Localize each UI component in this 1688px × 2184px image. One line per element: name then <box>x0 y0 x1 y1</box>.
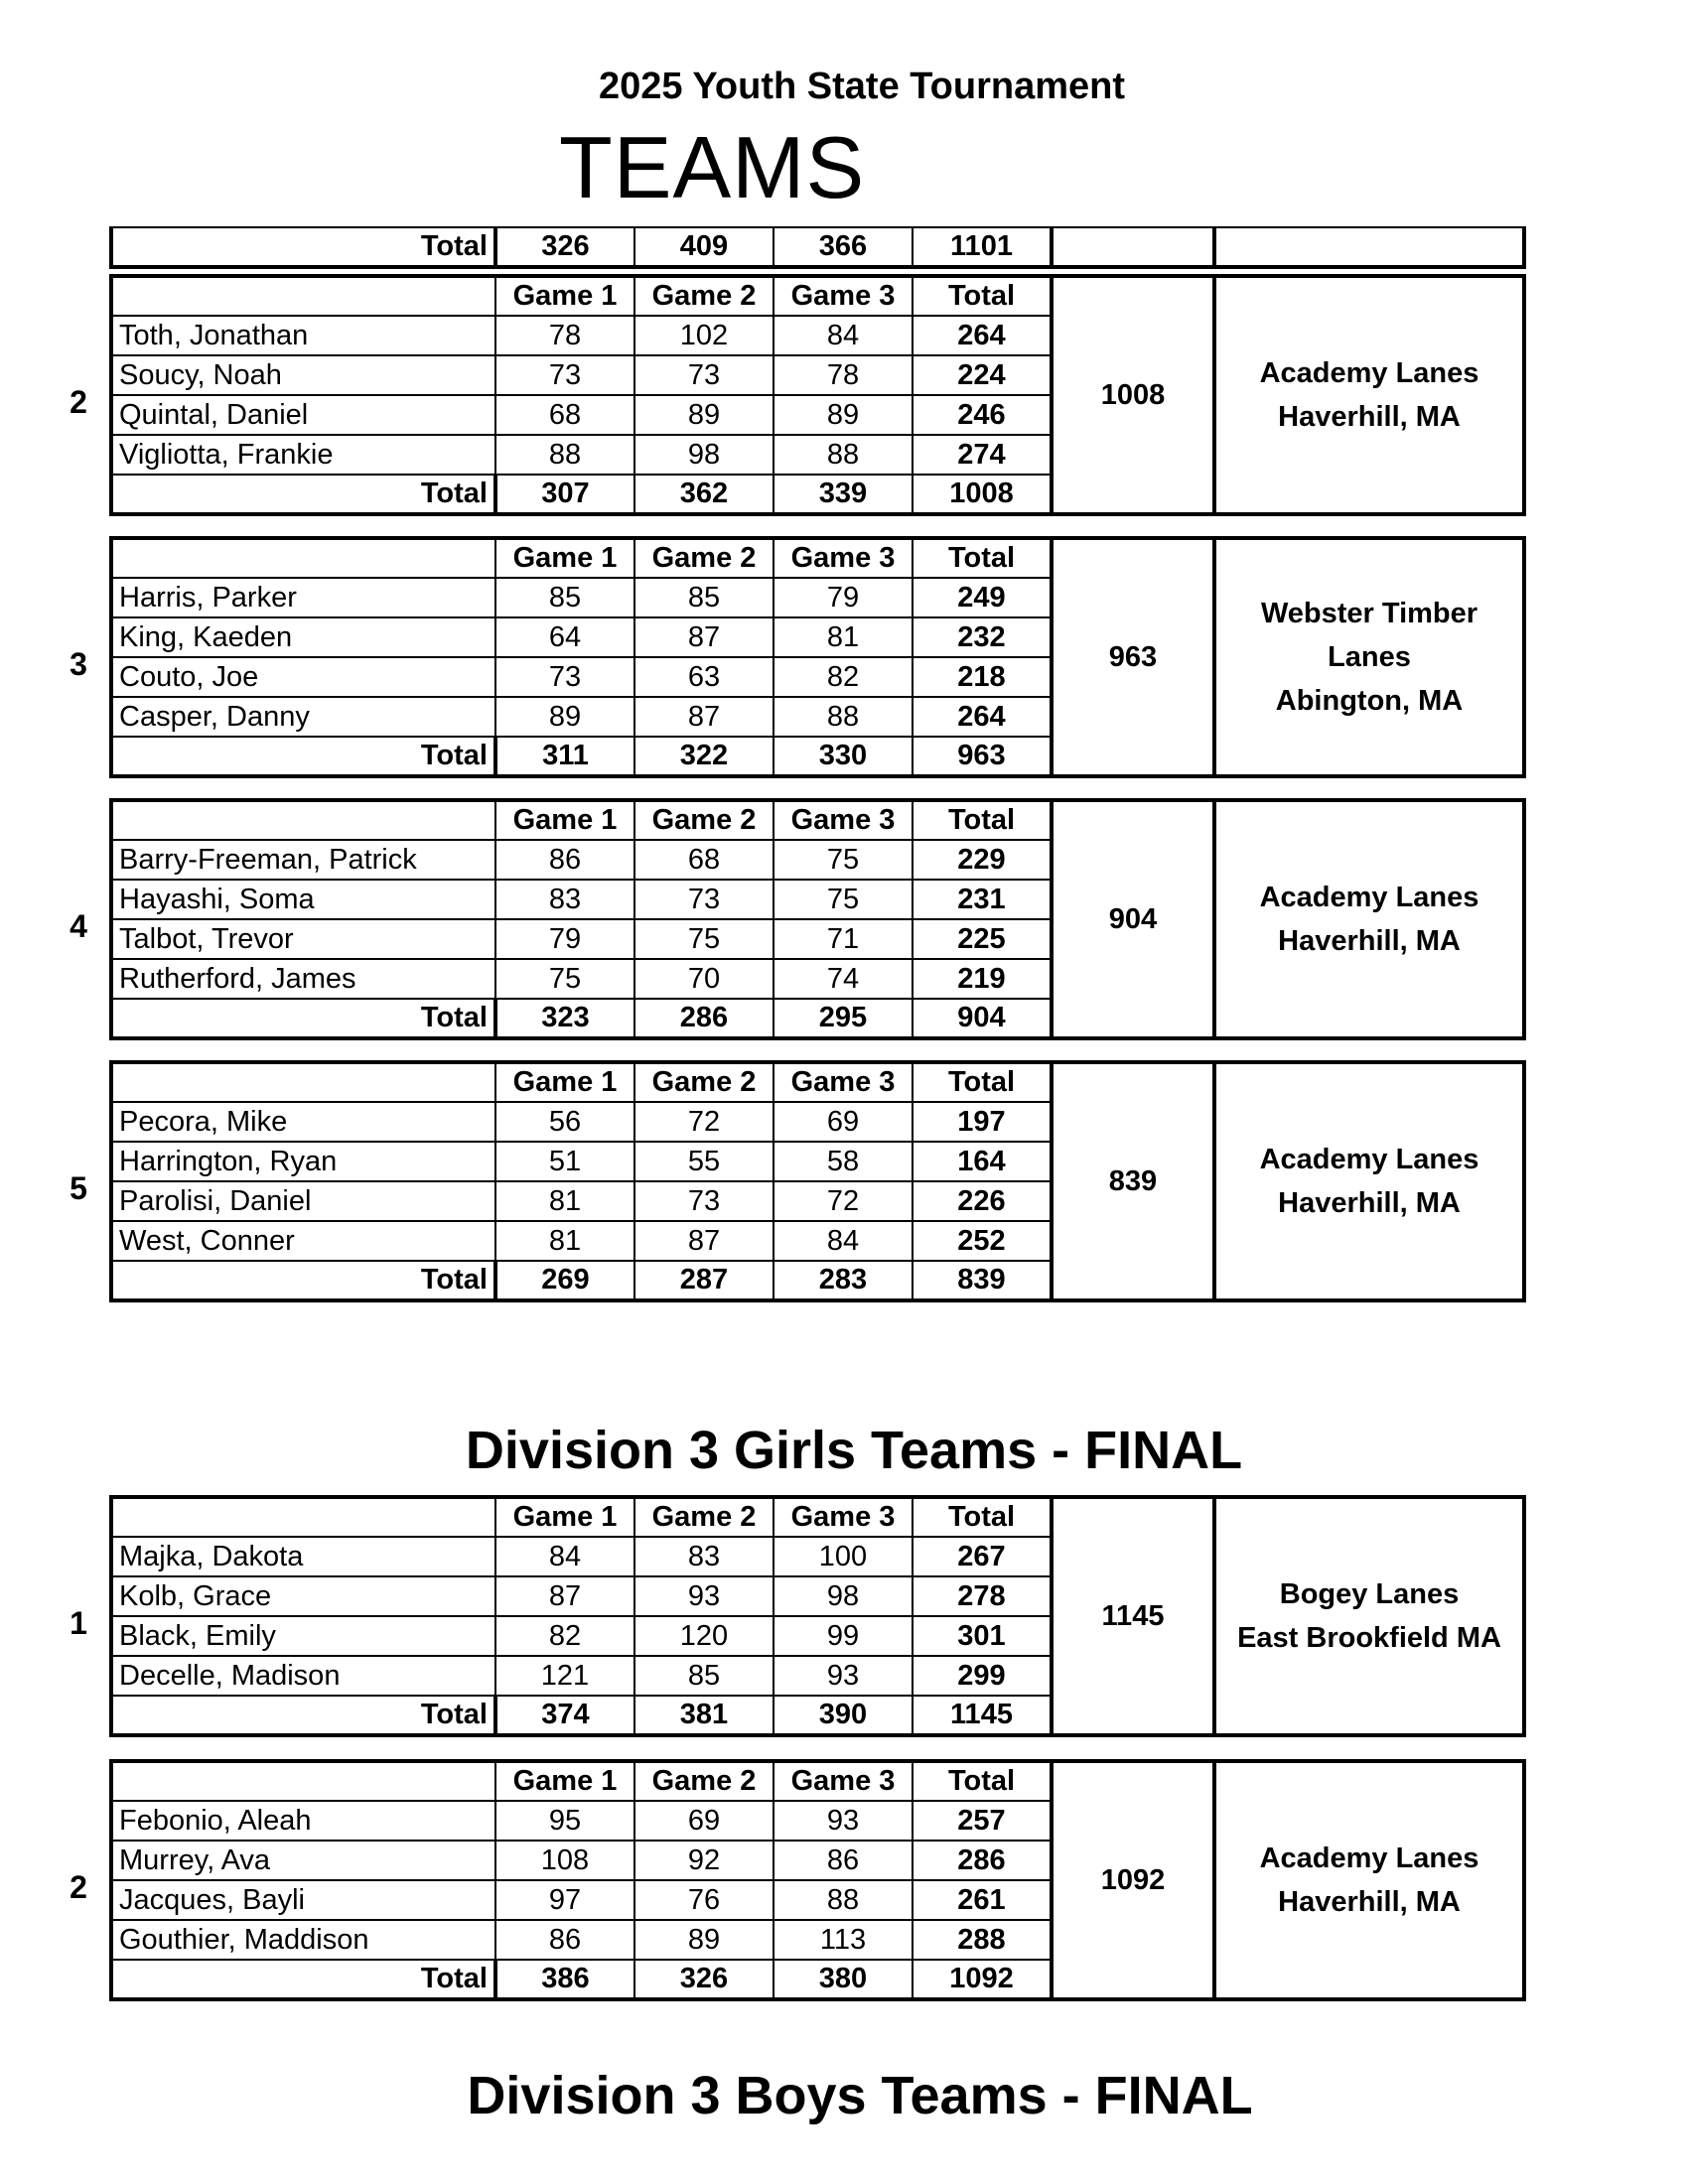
game-3-score: 88 <box>774 435 913 475</box>
player-total: 261 <box>913 1880 1052 1920</box>
header-row <box>111 1761 1524 1801</box>
column-header: Game 2 <box>634 276 774 316</box>
location-line: Academy Lanes <box>1259 882 1479 913</box>
game-3-score: 88 <box>774 1880 913 1920</box>
team-score-table <box>109 1759 1526 2001</box>
game-1-score: 64 <box>495 617 634 657</box>
player-total: 246 <box>913 395 1052 435</box>
total-label: Total <box>111 227 495 267</box>
location-line: East Brookfield MA <box>1237 1622 1501 1654</box>
total-value: 311 <box>495 737 634 776</box>
team-location <box>1214 1497 1524 1735</box>
location-line: Haverhill, MA <box>1278 401 1461 433</box>
game-2-score: 69 <box>634 1801 774 1841</box>
team-location <box>1214 1062 1524 1300</box>
team-score-table <box>109 798 1526 1040</box>
player-total: 225 <box>913 919 1052 959</box>
document-title: 2025 Youth State Tournament <box>599 66 1125 107</box>
player-name: West, Conner <box>111 1221 495 1261</box>
player-total: 226 <box>913 1181 1052 1221</box>
game-2-score: 93 <box>634 1576 774 1616</box>
game-3-score: 71 <box>774 919 913 959</box>
location-line: Haverhill, MA <box>1278 925 1461 957</box>
column-header: Game 1 <box>495 276 634 316</box>
team-location <box>1214 1761 1524 1999</box>
game-2-score: 55 <box>634 1142 774 1181</box>
total-value: 1101 <box>913 227 1052 267</box>
game-2-score: 72 <box>634 1102 774 1142</box>
total-label: Total <box>111 475 495 514</box>
header-row <box>111 276 1524 316</box>
game-1-score: 51 <box>495 1142 634 1181</box>
team-location <box>1214 276 1524 514</box>
game-2-score: 85 <box>634 578 774 617</box>
carryover-total-table <box>109 226 1526 269</box>
player-total: 278 <box>913 1576 1052 1616</box>
team-total-score: 904 <box>1052 800 1214 1038</box>
game-1-score: 79 <box>495 919 634 959</box>
document-subtitle: TEAMS <box>559 118 866 216</box>
game-2-score: 89 <box>634 1920 774 1960</box>
player-name: Black, Emily <box>111 1616 495 1656</box>
total-value: 839 <box>913 1261 1052 1300</box>
player-name: Jacques, Bayli <box>111 1880 495 1920</box>
game-1-score: 82 <box>495 1616 634 1656</box>
game-3-score: 69 <box>774 1102 913 1142</box>
game-3-score: 72 <box>774 1181 913 1221</box>
game-3-score: 78 <box>774 355 913 395</box>
total-value: 287 <box>634 1261 774 1300</box>
game-3-score: 99 <box>774 1616 913 1656</box>
game-3-score: 82 <box>774 657 913 697</box>
total-value: 1145 <box>913 1696 1052 1735</box>
player-name: Couto, Joe <box>111 657 495 697</box>
game-1-score: 83 <box>495 880 634 919</box>
total-value: 963 <box>913 737 1052 776</box>
team-score-table <box>109 1060 1526 1302</box>
game-1-score: 68 <box>495 395 634 435</box>
player-total: 218 <box>913 657 1052 697</box>
location-line: Lanes <box>1328 641 1411 673</box>
header-blank <box>111 800 495 840</box>
game-3-score: 75 <box>774 880 913 919</box>
game-2-score: 92 <box>634 1841 774 1880</box>
column-header: Total <box>913 276 1052 316</box>
total-label: Total <box>111 1261 495 1300</box>
total-value: 366 <box>774 227 913 267</box>
game-1-score: 73 <box>495 355 634 395</box>
player-total: 301 <box>913 1616 1052 1656</box>
location-line: Webster Timber <box>1260 598 1478 629</box>
game-2-score: 73 <box>634 1181 774 1221</box>
player-name: Barry-Freeman, Patrick <box>111 840 495 880</box>
column-header: Game 1 <box>495 1761 634 1801</box>
player-total: 197 <box>913 1102 1052 1142</box>
game-2-score: 75 <box>634 919 774 959</box>
player-name: Harris, Parker <box>111 578 495 617</box>
game-3-score: 86 <box>774 1841 913 1880</box>
game-1-score: 85 <box>495 578 634 617</box>
table-row <box>111 227 1524 267</box>
team-total-score: 963 <box>1052 538 1214 776</box>
column-header: Total <box>913 800 1052 840</box>
location-line: Academy Lanes <box>1259 357 1479 389</box>
player-total: 264 <box>913 697 1052 737</box>
total-label: Total <box>111 1696 495 1735</box>
column-header: Game 2 <box>634 1062 774 1102</box>
column-header: Total <box>913 1062 1052 1102</box>
header-row <box>111 538 1524 578</box>
column-header: Game 3 <box>774 1761 913 1801</box>
player-total: 274 <box>913 435 1052 475</box>
player-total: 229 <box>913 840 1052 880</box>
game-3-score: 93 <box>774 1801 913 1841</box>
game-2-score: 73 <box>634 880 774 919</box>
game-2-score: 120 <box>634 1616 774 1656</box>
total-value: 269 <box>495 1261 634 1300</box>
column-header: Total <box>913 1497 1052 1537</box>
game-2-score: 85 <box>634 1656 774 1696</box>
team-total-score: 839 <box>1052 1062 1214 1300</box>
player-name: Soucy, Noah <box>111 355 495 395</box>
player-total: 219 <box>913 959 1052 999</box>
total-value: 295 <box>774 999 913 1038</box>
game-1-score: 97 <box>495 1880 634 1920</box>
game-2-score: 87 <box>634 1221 774 1261</box>
team-score-table <box>109 536 1526 778</box>
game-1-score: 81 <box>495 1221 634 1261</box>
team-score-table <box>109 274 1526 516</box>
location-line: Haverhill, MA <box>1278 1886 1461 1918</box>
player-name: Toth, Jonathan <box>111 316 495 355</box>
game-3-score: 89 <box>774 395 913 435</box>
player-total: 267 <box>913 1537 1052 1576</box>
total-value: 390 <box>774 1696 913 1735</box>
player-name: Hayashi, Soma <box>111 880 495 919</box>
game-3-score: 58 <box>774 1142 913 1181</box>
column-header: Game 2 <box>634 1497 774 1537</box>
game-2-score: 68 <box>634 840 774 880</box>
total-value: 380 <box>774 1960 913 1999</box>
player-name: Parolisi, Daniel <box>111 1181 495 1221</box>
total-value: 326 <box>634 1960 774 1999</box>
team-rank: 3 <box>70 645 87 682</box>
player-name: Gouthier, Maddison <box>111 1920 495 1960</box>
header-row <box>111 800 1524 840</box>
game-1-score: 56 <box>495 1102 634 1142</box>
game-3-score: 93 <box>774 1656 913 1696</box>
player-total: 264 <box>913 316 1052 355</box>
column-header: Total <box>913 538 1052 578</box>
game-3-score: 75 <box>774 840 913 880</box>
header-blank <box>111 1062 495 1102</box>
player-name: Murrey, Ava <box>111 1841 495 1880</box>
game-1-score: 121 <box>495 1656 634 1696</box>
game-1-score: 87 <box>495 1576 634 1616</box>
game-3-score: 84 <box>774 1221 913 1261</box>
player-name: Pecora, Mike <box>111 1102 495 1142</box>
total-label: Total <box>111 1960 495 1999</box>
player-total: 252 <box>913 1221 1052 1261</box>
column-header: Game 1 <box>495 1497 634 1537</box>
player-name: Quintal, Daniel <box>111 395 495 435</box>
column-header: Game 3 <box>774 538 913 578</box>
game-2-score: 87 <box>634 697 774 737</box>
game-3-score: 74 <box>774 959 913 999</box>
game-3-score: 81 <box>774 617 913 657</box>
player-total: 164 <box>913 1142 1052 1181</box>
game-1-score: 78 <box>495 316 634 355</box>
column-header: Total <box>913 1761 1052 1801</box>
player-total: 257 <box>913 1801 1052 1841</box>
column-header: Game 3 <box>774 1497 913 1537</box>
game-3-score: 88 <box>774 697 913 737</box>
game-3-score: 113 <box>774 1920 913 1960</box>
game-2-score: 98 <box>634 435 774 475</box>
total-value: 322 <box>634 737 774 776</box>
game-1-score: 86 <box>495 840 634 880</box>
total-value: 283 <box>774 1261 913 1300</box>
location-line: Academy Lanes <box>1259 1144 1479 1175</box>
game-1-score: 86 <box>495 1920 634 1960</box>
game-2-score: 89 <box>634 395 774 435</box>
location-line: Abington, MA <box>1275 685 1464 717</box>
player-total: 231 <box>913 880 1052 919</box>
location-line: Bogey Lanes <box>1279 1578 1460 1610</box>
game-2-score: 102 <box>634 316 774 355</box>
team-total-cell <box>1052 227 1214 267</box>
game-1-score: 81 <box>495 1181 634 1221</box>
game-1-score: 89 <box>495 697 634 737</box>
header-row <box>111 1497 1524 1537</box>
total-value: 339 <box>774 475 913 514</box>
player-name: Casper, Danny <box>111 697 495 737</box>
player-name: Majka, Dakota <box>111 1537 495 1576</box>
player-total: 224 <box>913 355 1052 395</box>
header-blank <box>111 538 495 578</box>
game-1-score: 73 <box>495 657 634 697</box>
player-name: King, Kaeden <box>111 617 495 657</box>
column-header: Game 3 <box>774 800 913 840</box>
column-header: Game 3 <box>774 1062 913 1102</box>
game-3-score: 84 <box>774 316 913 355</box>
team-rank: 2 <box>70 1868 87 1905</box>
game-1-score: 84 <box>495 1537 634 1576</box>
player-name: Rutherford, James <box>111 959 495 999</box>
game-3-score: 79 <box>774 578 913 617</box>
column-header: Game 1 <box>495 1062 634 1102</box>
total-value: 307 <box>495 475 634 514</box>
team-rank: 5 <box>70 1169 87 1206</box>
header-blank <box>111 1497 495 1537</box>
team-location <box>1214 538 1524 776</box>
team-rank: 2 <box>70 383 87 420</box>
header-blank <box>111 276 495 316</box>
location-line: Academy Lanes <box>1259 1843 1479 1874</box>
player-name: Talbot, Trevor <box>111 919 495 959</box>
column-header: Game 2 <box>634 1761 774 1801</box>
team-total-score: 1092 <box>1052 1761 1214 1999</box>
game-2-score: 63 <box>634 657 774 697</box>
total-value: 362 <box>634 475 774 514</box>
player-total: 286 <box>913 1841 1052 1880</box>
location-line: Haverhill, MA <box>1278 1187 1461 1219</box>
total-value: 286 <box>634 999 774 1038</box>
total-value: 386 <box>495 1960 634 1999</box>
player-name: Vigliotta, Frankie <box>111 435 495 475</box>
column-header: Game 1 <box>495 800 634 840</box>
player-total: 288 <box>913 1920 1052 1960</box>
team-total-score: 1008 <box>1052 276 1214 514</box>
game-1-score: 108 <box>495 1841 634 1880</box>
game-2-score: 70 <box>634 959 774 999</box>
game-3-score: 100 <box>774 1537 913 1576</box>
total-value: 381 <box>634 1696 774 1735</box>
total-label: Total <box>111 999 495 1038</box>
division-3-girls-title: Division 3 Girls Teams - FINAL <box>465 1421 1243 1480</box>
player-total: 249 <box>913 578 1052 617</box>
game-2-score: 87 <box>634 617 774 657</box>
game-1-score: 88 <box>495 435 634 475</box>
player-name: Decelle, Madison <box>111 1656 495 1696</box>
total-label: Total <box>111 737 495 776</box>
total-value: 330 <box>774 737 913 776</box>
header-blank <box>111 1761 495 1801</box>
header-row <box>111 1062 1524 1102</box>
team-total-score: 1145 <box>1052 1497 1214 1735</box>
player-total: 232 <box>913 617 1052 657</box>
team-location <box>1214 800 1524 1038</box>
player-name: Harrington, Ryan <box>111 1142 495 1181</box>
column-header: Game 1 <box>495 538 634 578</box>
game-2-score: 76 <box>634 1880 774 1920</box>
team-rank: 1 <box>70 1604 87 1641</box>
column-header: Game 2 <box>634 800 774 840</box>
game-1-score: 75 <box>495 959 634 999</box>
column-header: Game 2 <box>634 538 774 578</box>
total-value: 323 <box>495 999 634 1038</box>
total-value: 374 <box>495 1696 634 1735</box>
total-value: 326 <box>495 227 634 267</box>
game-1-score: 95 <box>495 1801 634 1841</box>
division-3-boys-title: Division 3 Boys Teams - FINAL <box>467 2066 1253 2125</box>
location-cell <box>1214 227 1524 267</box>
game-2-score: 83 <box>634 1537 774 1576</box>
column-header: Game 3 <box>774 276 913 316</box>
player-name: Kolb, Grace <box>111 1576 495 1616</box>
game-3-score: 98 <box>774 1576 913 1616</box>
game-2-score: 73 <box>634 355 774 395</box>
player-total: 299 <box>913 1656 1052 1696</box>
player-name: Febonio, Aleah <box>111 1801 495 1841</box>
total-value: 1092 <box>913 1960 1052 1999</box>
team-score-table <box>109 1495 1526 1737</box>
total-value: 409 <box>634 227 774 267</box>
team-rank: 4 <box>70 907 87 944</box>
total-value: 1008 <box>913 475 1052 514</box>
total-value: 904 <box>913 999 1052 1038</box>
